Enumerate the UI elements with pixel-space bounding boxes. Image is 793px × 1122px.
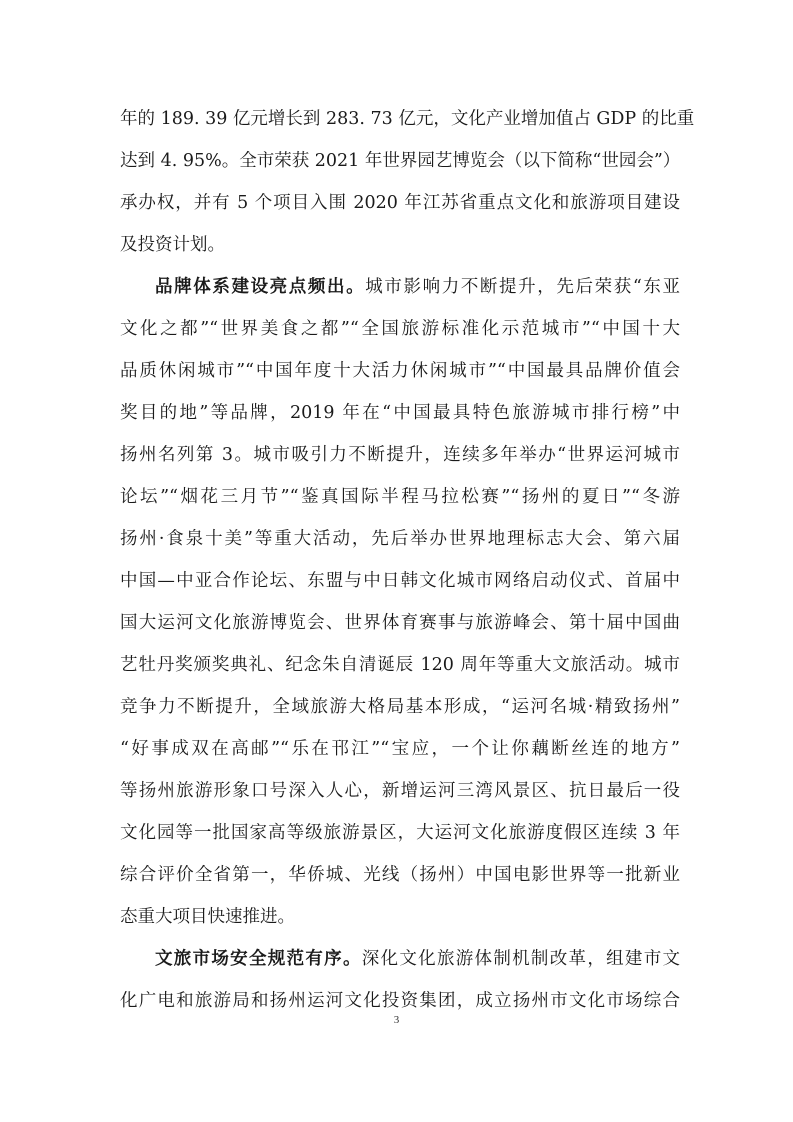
text-line: 及投资计划。 (120, 235, 225, 255)
paragraph-first-line (155, 276, 680, 298)
text-line: 国大运河文化旅游博览会、世界体育赛事与旅游峰会、第十届中国曲 (120, 613, 680, 633)
text-line: 文化园等一批国家高等级旅游景区，大运河文化旅游度假区连续 3 年 (120, 823, 680, 843)
text-line: 年的 189. 39 亿元增长到 283. 73 亿元，文化产业增加值占 GDP 的比重 (120, 109, 695, 129)
text-line: 等扬州旅游形象口号深入人心，新增运河三湾风景区、抗日最后一役 (120, 781, 680, 801)
paragraph-first-line (155, 948, 680, 970)
text-line: 艺牡丹奖颁奖典礼、纪念朱自清诞辰 120 周年等重大文旅活动。城市 (120, 655, 680, 675)
paragraph-heading: 文旅市场安全规范有序。 (155, 949, 362, 969)
paragraph-heading: 品牌体系建设亮点频出。 (155, 277, 366, 297)
text-line: 综合评价全省第一，华侨城、光线（扬州）中国电影世界等一批新业 (120, 865, 680, 885)
text-line: 品质休闲城市”“中国年度十大活力休闲城市”“中国最具品牌价值会 (120, 361, 680, 381)
text-line: 论坛”“烟花三月节”“鉴真国际半程马拉松赛”“扬州的夏日”“冬游 (120, 487, 680, 507)
text-line: 承办权，并有 5 个项目入围 2020 年江苏省重点文化和旅游项目建设 (120, 193, 680, 213)
text-line: 化广电和旅游局和扬州运河文化投资集团，成立扬州市文化市场综合 (120, 991, 680, 1011)
text-line: 竞争力不断提升，全域旅游大格局基本形成，“运河名城·精致扬州” (120, 697, 680, 717)
text-run: 深化文化旅游体制机制改革，组建市文 (361, 949, 681, 969)
text-line: 态重大项目快速推进。 (120, 907, 295, 927)
text-line: 扬州名列第 3。城市吸引力不断提升，连续多年举办“世界运河城市 (120, 445, 680, 465)
text-line: 文化之都”“世界美食之都”“全国旅游标准化示范城市”“中国十大 (120, 319, 680, 339)
text-line: “好事成双在高邮”“乐在邗江”“宝应，一个让你藕断丝连的地方” (120, 739, 680, 759)
text-line: 扬州·食泉十美”等重大活动，先后举办世界地理标志大会、第六届 (120, 529, 680, 549)
text-run: 城市影响力不断提升，先后荣获“东亚 (365, 277, 681, 297)
text-line: 奖目的地”等品牌，2019 年在“中国最具特色旅游城市排行榜”中 (120, 403, 680, 423)
text-line: 中国—中亚合作论坛、东盟与中日韩文化城市网络启动仪式、首届中 (120, 571, 680, 591)
page-number: 3 (393, 1014, 400, 1026)
text-line: 达到 4. 95%。全市荣获 2021 年世界园艺博览会（以下简称“世园会”） (120, 151, 681, 171)
